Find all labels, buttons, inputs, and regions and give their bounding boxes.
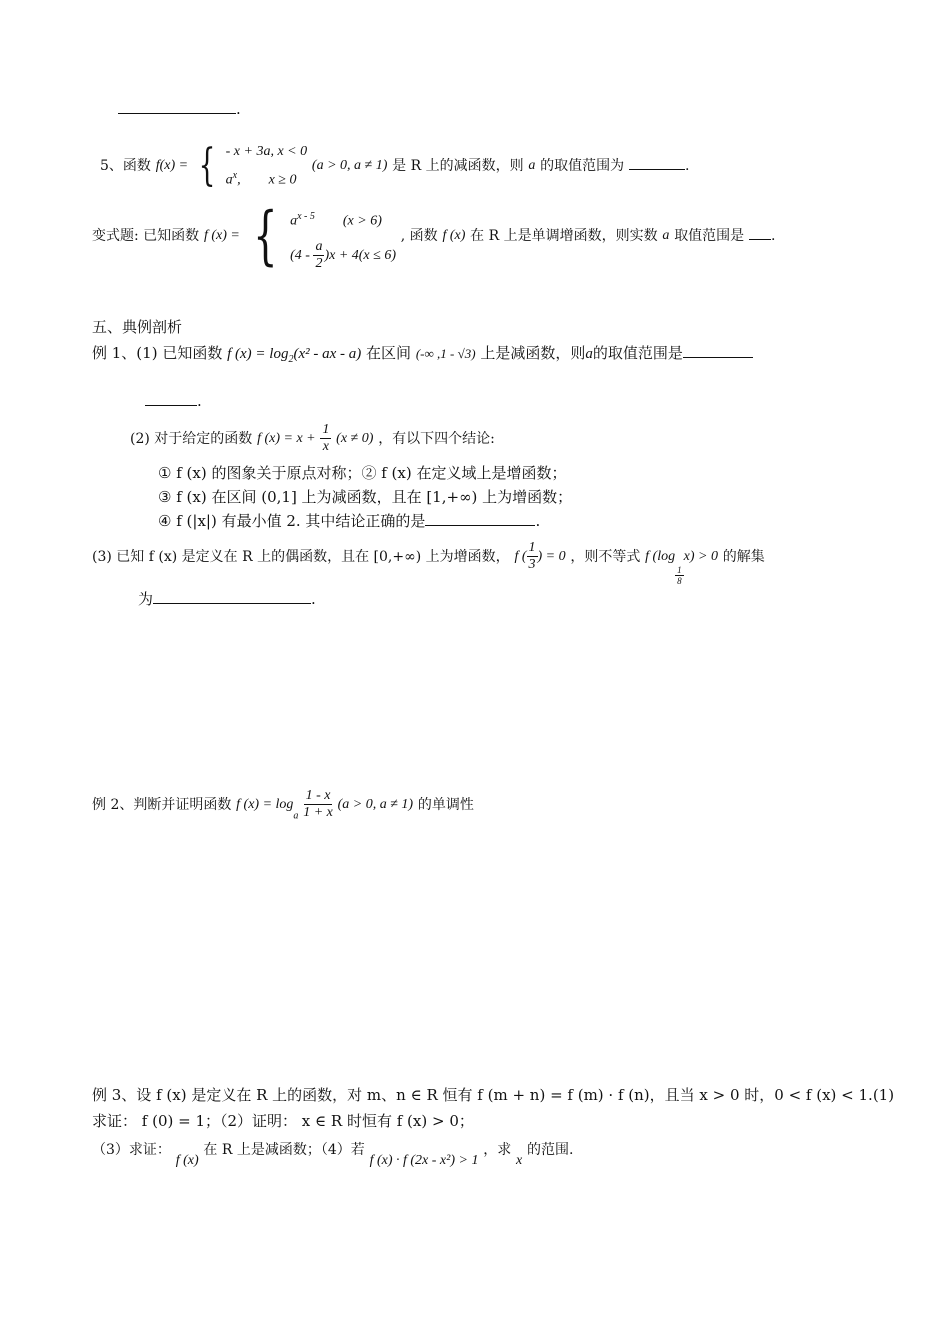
example-1-part-2: (2) 对于给定的函数 f (x) = x + $\frac{1}{x}$ (x ≠ 0) ，有以下四个结论:: [130, 422, 495, 454]
fraction: $\frac{a}{2}$: [315, 238, 323, 271]
conclusion-1-2: ① f (x) 的图象关于原点对称；② f (x) 在定义域上是增函数；: [158, 464, 567, 482]
example-1-part-3-answer: 为 .: [138, 590, 316, 608]
conclusion-3: ③ f (x) 在区间 (0,1] 上为减函数，且在 [1,+∞) 上为增函数；: [158, 488, 573, 506]
example-3-line-2: 求证： f (0) = 1；（2）证明： x ∈ R 时恒有 f (x) > 0；: [92, 1112, 474, 1130]
fraction: $\frac{1 - x}{1 + x}$: [303, 788, 333, 820]
answer-blank: [145, 391, 197, 406]
fraction: $\frac{1}{3}$: [528, 540, 536, 572]
piecewise-brace: {: [198, 140, 216, 192]
example-2: 例 2、判断并证明函数 f $(x) = \log_a$ $\frac{1 - x}{1 + x}$ (a > 0, a ≠ 1) 的单调性: [92, 788, 474, 822]
example-3-line-3: （3）求证： f (x) 在 R 上是减函数；（4）若 f (x) · f (2x - x²) > 1 ，求 x 的范围.: [92, 1142, 574, 1168]
answer-blank: [425, 511, 535, 526]
conclusion-4: ④ f (|x|) 有最小值 2. 其中结论正确的是 .: [158, 512, 541, 530]
log-base-fraction: $\frac{1}{8}$: [677, 564, 682, 586]
answer-blank: [629, 155, 685, 170]
answer-blank: [153, 589, 311, 604]
answer-blank-line: .: [118, 98, 241, 120]
section-heading: 五、典例剖析: [92, 318, 183, 336]
piecewise-cases: $a^{x - 5}$ (x > 6) (4 - $\frac{a}{2}$ )x + 4(x ≤ 6): [290, 211, 396, 271]
fraction: $\frac{1}{x}$: [322, 422, 330, 454]
example-3-line-1: 例 3、设 f (x) 是定义在 R 上的函数，对 m、n ∈ R 恒有 f (m + n) = f (m) · f (n)，且当 x > 0 时，0 < f (x) < 1.(1): [92, 1086, 895, 1104]
example-1-part-1: 例 1、(1) 已知函数 f $(x) = \log_2(x^2$ - ax - a) 在区间 (-∞ ,1 - √3) 上是减函数，则a的取值范围是: [92, 342, 753, 371]
piecewise-cases: - x + 3a, x < 0 $a^x$, x ≥ 0: [225, 144, 308, 188]
answer-blank: [683, 343, 753, 358]
answer-blank: [118, 99, 236, 114]
example-1-part-3: (3) 已知 f (x) 是定义在 R 上的偶函数，且在 [0,+∞) 上为增函数， f ( $\frac{1}{3}$ ) = 0 ，则不等式 f (log $\frac{1}{8}$ x) > 0 的解集: [92, 540, 765, 586]
question-5: 5、函数 f(x) = { - x + 3a, x < 0 $a^x$, x ≥ 0 (a > 0, a ≠ 1) 是 R 上的减函数，则 a 的取值范围为 .: [100, 140, 690, 192]
answer-blank: [749, 225, 771, 240]
answer-blank-line: .: [145, 390, 202, 412]
variant-question: 变式题: 已知函数 f (x) = { $a^{x - 5}$ (x > 6) (4 - $\frac{a}{2}$ )x + 4(x ≤ 6) , 函数 f (x) 在 R 上是单调增函数，则实数 a 取值范围是 .: [92, 199, 776, 274]
piecewise-brace: {: [252, 199, 278, 274]
